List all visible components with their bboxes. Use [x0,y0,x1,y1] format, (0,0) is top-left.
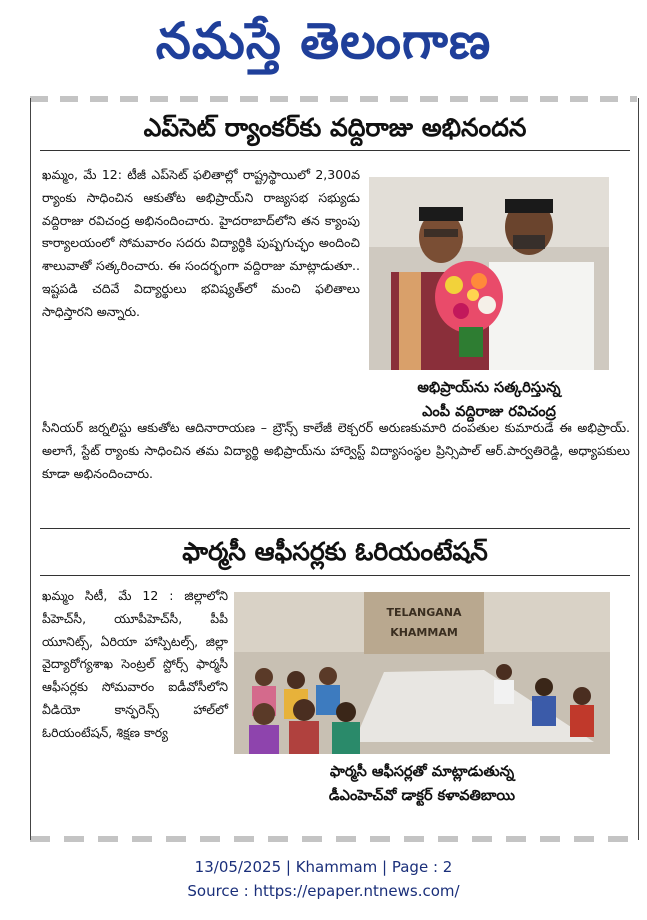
article2-caption-line1: ఫార్మసీ ఆఫీసర్లతో మాట్లాడుతున్న [329,764,515,780]
photo-sign-text: TELANGANA [386,606,462,619]
article1-caption-line1: అభిప్రాయ్‌ను సత్కరిస్తున్న [417,380,561,396]
article2-headline: ఫార్మసీ ఆఫీసర్లకు ఓరియంటేషన్ [182,537,488,566]
article2-body-column [42,585,228,745]
masthead-logo: నమస్తే తెలంగాణ [155,11,492,70]
article1-body-text: ఖమ్మం, మే 12: టీజీ ఎప్‌సెట్ ఫలితాల్లో రాష్ట్రస్థాయిలో 2,300వ ర్యాంకు సాధించిన ఆకుతోట అభిప్రాయ్‌ని రాజ్యసభ సభ్యుడు వద్దిరాజు రవిచంద్ర అభినందించారు. హైదరాబాద్‌లోని తన క్యాంపు కార్యాలయంలో సోమవారం సదరు విద్యార్థికి పుష్పగుచ్ఛం అందించి శాలువాతో సత్కరించారు. ఈ సందర్భంగా వద్దిరాజు మాట్లాడుతూ.. ఇష్టపడి చదివే విద్యార్థులు భవిష్యత్‌లో మంచి ఫలితాలు సాధిస్తారని అన్నారు. [42,167,360,319]
footer-source: Source : https://epaper.ntnews.com/ [187,882,460,900]
article2-caption-line2: డీఎంహెచ్‌వో డాక్టర్ కళావతిబాయి [328,788,516,804]
article1-photo [369,177,609,370]
article1-headline: ఎప్‌సెట్ ర్యాంకర్‌కు వద్దిరాజు అభినందన [143,113,527,142]
article1-body-full [42,417,630,485]
photo-sign-text-2: KHAMMAM [390,626,458,639]
article1-rule [40,150,630,151]
article2-photo-illustration [234,592,610,754]
section-divider [40,528,630,529]
article2-photo [234,592,610,754]
article2-rule [40,575,630,576]
article1-body-column [42,164,360,324]
footer-date-page: 13/05/2025 | Khammam | Page : 2 [194,858,453,876]
article1-body-full-text: సీనియర్ జర్నలిస్టు ఆకుతోట ఆదినారాయణ – బ్రౌన్స్ కాలేజీ లెక్చరర్ అరుణకుమారి దంపతుల కుమారుడే ఈ అభిప్రాయ్. అలాగే, స్టేట్ ర్యాంకు సాధించిన తమ విద్యార్థి అభిప్రాయ్‌ను హార్వెస్ట్ విద్యాసంస్థల ప్రిన్సిపాల్ ఆర్.పార్వతిరెడ్డి, అధ్యాపకులు కూడా అభినందించారు. [42,420,630,481]
article2-caption [234,760,610,808]
article1-caption-line2: ఎంపీ వద్దిరాజు రవిచంద్ర [422,404,556,420]
article2-body-text: ఖమ్మం సిటీ, మే 12 : జిల్లాలోని పీహెచ్‌సీ, యూపీహెచ్‌సీ, పీపీ యూనిట్స్, ఏరియా హాస్పిటల్స్, జిల్లా వైద్యారోగ్యశాఖ సెంట్రల్ స్టోర్స్ ఫార్మసీ ఆఫీసర్లకు సోమవారం ఐడీవోసీలోని వీడియో కాన్ఫరెన్స్ హాల్‌లో ఓరియంటేషన్, శిక్షణ కార్య [42,588,228,740]
article1-photo-illustration [369,177,609,370]
clipping-bottom-edge [30,836,637,842]
